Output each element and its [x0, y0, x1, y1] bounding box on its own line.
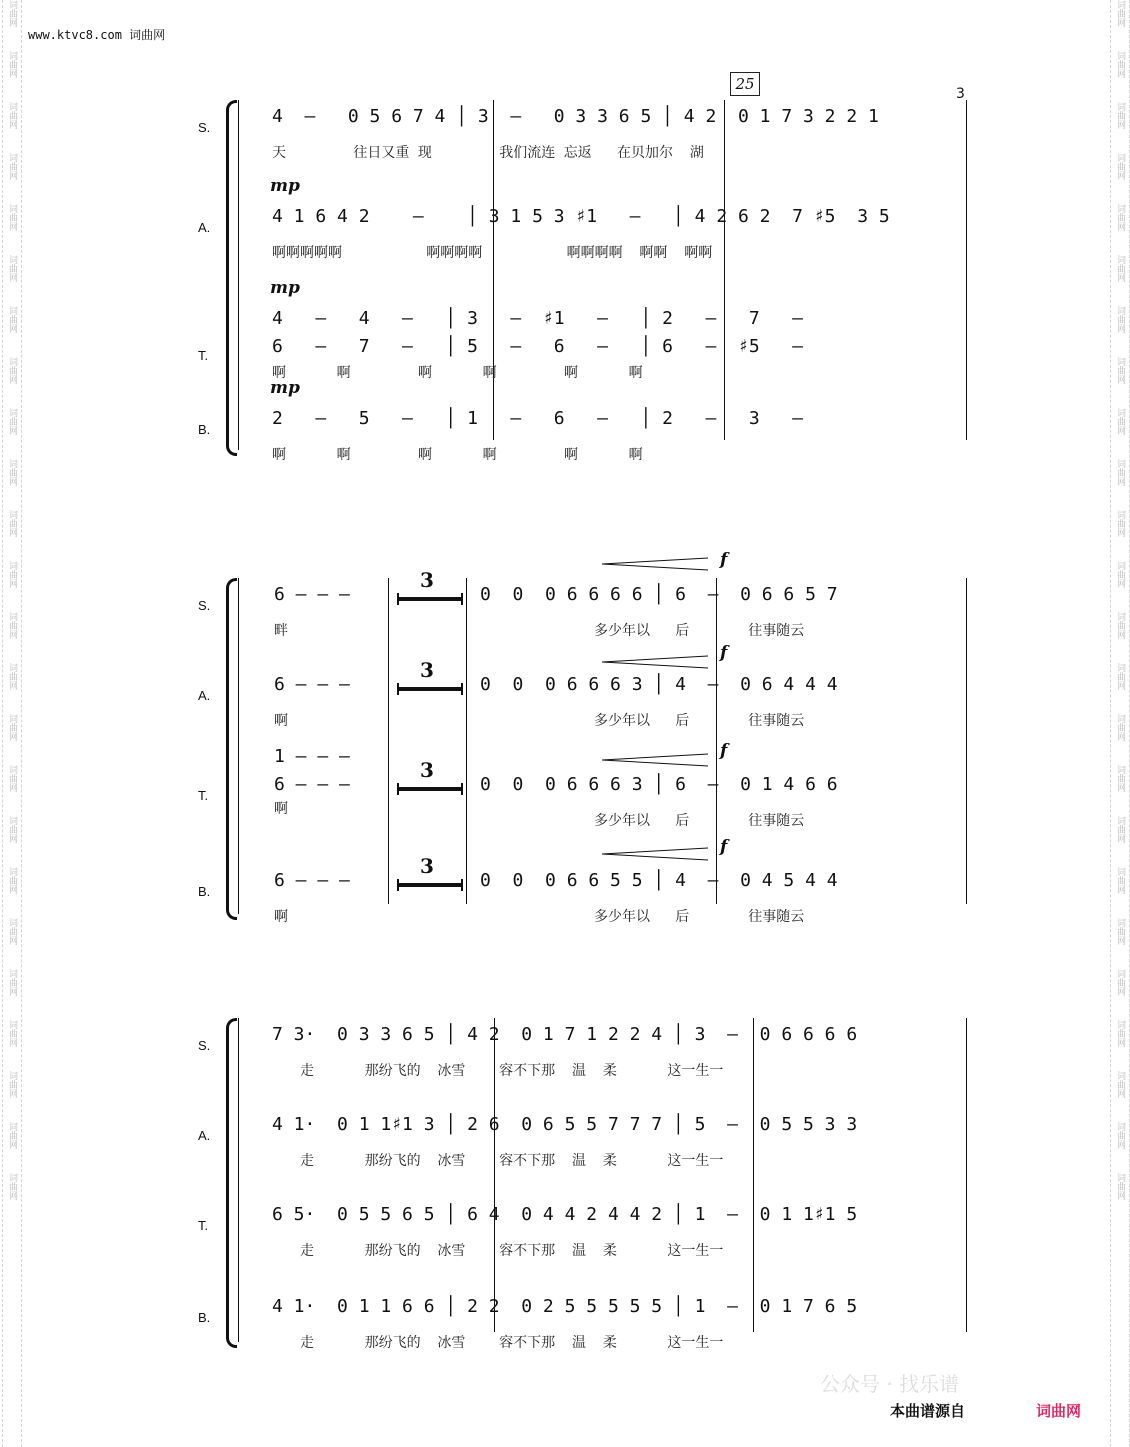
crescendo-hairpin	[600, 556, 710, 572]
system-2-brace	[226, 578, 237, 920]
bass-notes: 0 0 0 6 6 5 5 │ 4 – 0 4 5 4 4	[480, 870, 838, 891]
voice-label-tenor: T.	[198, 788, 209, 803]
side-watermark-text: 词曲网	[7, 816, 17, 843]
side-watermark-text: 词曲网	[1115, 765, 1125, 792]
side-watermark-text: 词曲网	[1115, 0, 1125, 27]
left-watermark-strip	[2, 0, 22, 1447]
voice-label-soprano: S.	[198, 1038, 211, 1053]
side-watermark-text: 词曲网	[7, 1173, 17, 1200]
alto-lyrics: 走 那纷飞的 冰雪 容不下那 温 柔 这一生一	[300, 1153, 724, 1169]
tenor-lyrics: 啊 啊 啊 啊 啊 啊	[272, 365, 643, 381]
multirest-bar	[397, 593, 463, 605]
bass-notes: 6 – – –	[274, 870, 350, 891]
side-watermark-text: 词曲网	[7, 765, 17, 792]
system-3-start-barline	[238, 1018, 239, 1342]
tenor-lower-notes: 6 – – –	[274, 774, 350, 795]
page-number: 3	[956, 86, 965, 102]
side-watermark-text: 词曲网	[7, 1071, 17, 1098]
voice-label-bass: B.	[198, 1310, 211, 1325]
side-watermark-text: 词曲网	[1115, 204, 1125, 231]
alto-lyrics: 多少年以 后 往事随云	[594, 713, 805, 729]
dynamic-mp: mp	[270, 378, 300, 398]
footer-site-link[interactable]: 词曲网	[1036, 1402, 1082, 1420]
multirest-count: 3	[420, 854, 434, 878]
side-watermark-text: 词曲网	[1115, 408, 1125, 435]
side-watermark-text: 词曲网	[1115, 1020, 1125, 1047]
side-watermark-text: 词曲网	[7, 663, 17, 690]
barline	[466, 578, 467, 904]
side-watermark-text: 词曲网	[7, 102, 17, 129]
side-watermark-text: 词曲网	[7, 306, 17, 333]
barline	[753, 1018, 754, 1332]
crescendo-hairpin	[600, 846, 710, 862]
side-watermark-text: 词曲网	[1115, 1122, 1125, 1149]
alto-lyrics: 啊啊啊啊啊 啊啊啊啊 啊啊啊啊 啊啊 啊啊	[272, 245, 713, 261]
soprano-notes: 7 3· 0 3 3 6 5 │ 4 2 0 1 7 1 2 2 4 │ 3 – 0 6 6 6 6	[272, 1024, 858, 1045]
bass-notes: 4 1· 0 1 1 6 6 │ 2 2 0 2 5 5 5 5 5 │ 1 – 0 1 7 6 5	[272, 1296, 858, 1317]
dynamic-f: f	[720, 837, 728, 857]
dynamic-f: f	[720, 643, 728, 663]
voice-label-soprano: S.	[198, 598, 211, 613]
alto-notes: 6 – – –	[274, 674, 350, 695]
tenor-notes: 6 5· 0 5 5 6 5 │ 6 4 0 4 4 2 4 4 2 │ 1 – 0 1 1♯1 5	[272, 1204, 858, 1225]
soprano-notes: 6 – – –	[274, 584, 350, 605]
multirest-bar	[397, 879, 463, 891]
multirest-bar	[397, 783, 463, 795]
bass-lyrics: 啊	[274, 909, 288, 925]
voice-label-alto: A.	[198, 1128, 211, 1143]
side-watermark-text: 词曲网	[7, 1122, 17, 1149]
side-watermark-text: 词曲网	[7, 408, 17, 435]
side-watermark-text: 词曲网	[7, 510, 17, 537]
tenor-lyrics: 多少年以 后 往事随云	[594, 813, 805, 829]
rehearsal-mark: 25	[730, 72, 760, 96]
side-watermark-text: 词曲网	[7, 459, 17, 486]
side-watermark-text: 词曲网	[1115, 459, 1125, 486]
side-watermark-text: 词曲网	[7, 561, 17, 588]
side-watermark-text: 词曲网	[7, 1020, 17, 1047]
bass-lyrics: 走 那纷飞的 冰雪 容不下那 温 柔 这一生一	[300, 1335, 724, 1351]
side-watermark-text: 词曲网	[1115, 153, 1125, 180]
barline	[966, 100, 967, 440]
dynamic-mp: mp	[270, 176, 300, 196]
side-watermark-text: 词曲网	[1115, 612, 1125, 639]
side-watermark-text: 词曲网	[7, 255, 17, 282]
dynamic-mp: mp	[270, 278, 300, 298]
alto-lyrics: 啊	[274, 713, 288, 729]
side-watermark-text: 词曲网	[7, 0, 17, 27]
dynamic-f: f	[720, 550, 728, 570]
side-watermark-text: 词曲网	[1115, 867, 1125, 894]
side-watermark-text: 词曲网	[1115, 51, 1125, 78]
system-1-start-barline	[238, 100, 239, 450]
tenor-lower-notes: 6 – 7 – │ 5 – 6 – │ 6 – ♯5 –	[272, 336, 804, 357]
voice-label-alto: A.	[198, 688, 211, 703]
bass-notes: 2 – 5 – │ 1 – 6 – │ 2 – 3 –	[272, 408, 804, 429]
side-watermark-text: 词曲网	[1115, 357, 1125, 384]
alto-notes: 4 1· 0 1 1♯1 3 │ 2 6 0 6 5 5 7 7 7 │ 5 – 0 5 5 3 3	[272, 1114, 858, 1135]
soprano-notes: 0 0 0 6 6 6 6 │ 6 – 0 6 6 5 7	[480, 584, 838, 605]
side-watermark-text: 词曲网	[7, 612, 17, 639]
side-watermark-text: 词曲网	[1115, 255, 1125, 282]
side-watermark-text: 词曲网	[1115, 714, 1125, 741]
right-watermark-strip	[1110, 0, 1130, 1447]
tenor-upper-notes: 4 – 4 – │ 3 – ♯1 – │ 2 – 7 –	[272, 308, 804, 329]
barline	[724, 100, 725, 440]
multirest-count: 3	[420, 568, 434, 592]
site-url[interactable]: www.ktvc8.com	[28, 28, 122, 42]
wechat-watermark: 公众号 · 找乐谱	[820, 1372, 960, 1396]
alto-notes: 4 1 6 4 2 – │ 3 1 5 3 ♯1 – │ 4 2 6 2 7 ♯5 3 5	[272, 206, 890, 227]
system-2-start-barline	[238, 578, 239, 914]
bass-lyrics: 多少年以 后 往事随云	[594, 909, 805, 925]
side-watermark-text: 词曲网	[7, 714, 17, 741]
alto-notes: 0 0 0 6 6 6 3 │ 4 – 0 6 4 4 4	[480, 674, 838, 695]
side-watermark-text: 词曲网	[1115, 969, 1125, 996]
soprano-lyrics: 天 往日又重 现 我们流连 忘返 在贝加尔 湖	[272, 145, 704, 161]
voice-label-bass: B.	[198, 422, 211, 437]
voice-label-soprano: S.	[198, 120, 211, 135]
side-watermark-text: 词曲网	[7, 51, 17, 78]
tenor-lyrics: 啊	[274, 801, 288, 817]
side-watermark-text: 词曲网	[1115, 918, 1125, 945]
multirest-bar	[397, 683, 463, 695]
side-watermark-text: 词曲网	[7, 918, 17, 945]
soprano-lyrics: 畔	[274, 623, 288, 639]
voice-label-alto: A.	[198, 220, 211, 235]
tenor-lyrics: 走 那纷飞的 冰雪 容不下那 温 柔 这一生一	[300, 1243, 724, 1259]
side-watermark-text: 词曲网	[1115, 1173, 1125, 1200]
soprano-notes: 4 – 0 5 6 7 4 │ 3 – 0 3 3 6 5 │ 4 2 0 1 7 3 2 2 1	[272, 106, 879, 127]
site-name: 词曲网	[129, 28, 166, 42]
soprano-lyrics: 多少年以 后 往事随云	[594, 623, 805, 639]
side-watermark-text: 词曲网	[1115, 306, 1125, 333]
side-watermark-text: 词曲网	[1115, 663, 1125, 690]
side-watermark-text: 词曲网	[1115, 816, 1125, 843]
barline	[966, 578, 967, 904]
crescendo-hairpin	[600, 752, 710, 768]
barline	[966, 1018, 967, 1332]
system-3-brace	[226, 1018, 237, 1348]
barline	[388, 578, 389, 904]
side-watermark-text: 词曲网	[7, 204, 17, 231]
crescendo-hairpin	[600, 654, 710, 670]
side-watermark-text: 词曲网	[1115, 102, 1125, 129]
dynamic-f: f	[720, 741, 728, 761]
side-watermark-text: 词曲网	[1115, 561, 1125, 588]
soprano-lyrics: 走 那纷飞的 冰雪 容不下那 温 柔 这一生一	[300, 1063, 724, 1079]
voice-label-tenor: T.	[198, 348, 209, 363]
side-watermark-text: 词曲网	[1115, 1071, 1125, 1098]
multirest-count: 3	[420, 658, 434, 682]
side-watermark-text: 词曲网	[7, 969, 17, 996]
voice-label-tenor: T.	[198, 1218, 209, 1233]
side-watermark-text: 词曲网	[1115, 510, 1125, 537]
bass-lyrics: 啊 啊 啊 啊 啊 啊	[272, 447, 643, 463]
voice-label-bass: B.	[198, 884, 211, 899]
multirest-count: 3	[420, 758, 434, 782]
system-1-brace	[226, 100, 237, 456]
site-header[interactable]	[28, 26, 165, 43]
side-watermark-text: 词曲网	[7, 357, 17, 384]
side-watermark-text: 词曲网	[7, 153, 17, 180]
footer-source-label: 本曲谱源自	[890, 1402, 966, 1420]
tenor-upper-notes: 1 – – –	[274, 746, 350, 767]
side-watermark-text: 词曲网	[7, 867, 17, 894]
tenor-notes: 0 0 0 6 6 6 3 │ 6 – 0 1 4 6 6	[480, 774, 838, 795]
